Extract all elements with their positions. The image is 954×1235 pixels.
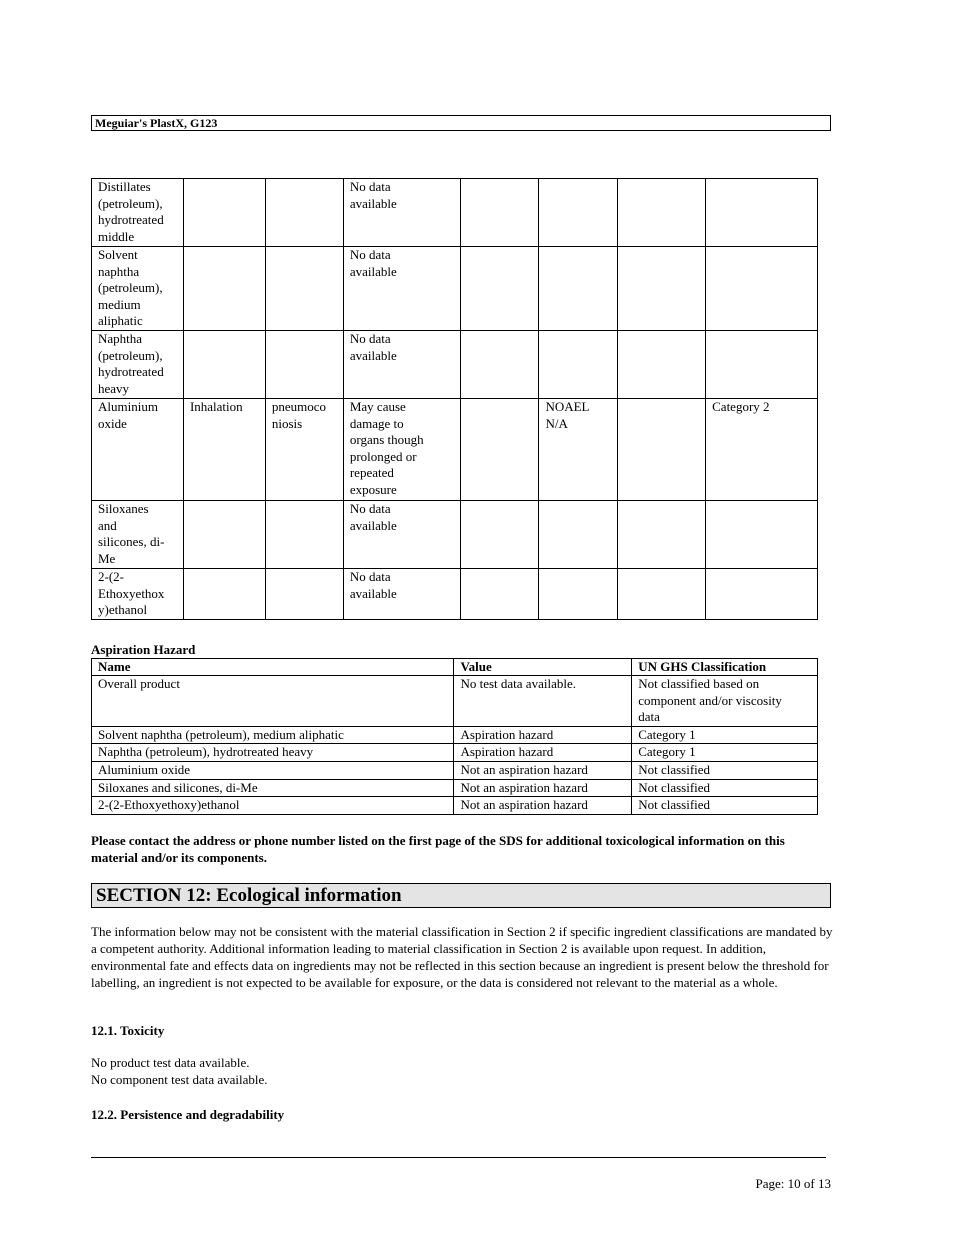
cell-test-result [539, 501, 618, 569]
document-header-product-name: Meguiar's PlastX, G123 [91, 115, 831, 131]
table-row [92, 676, 818, 727]
cell-route: Inhalation [183, 399, 265, 501]
cell-exposure-duration [618, 179, 706, 247]
cell-route [183, 179, 265, 247]
cell-value: No test data available. [454, 676, 632, 727]
cell-value: Aspiration hazard [454, 726, 632, 744]
table-row [92, 761, 818, 779]
cell-name: Distillates (petroleum), hydrotreated middle [92, 179, 184, 247]
cell-test-result [539, 569, 618, 620]
cell-name: Solvent naphtha (petroleum), medium aliphatic [92, 726, 454, 744]
cell-target-organs [265, 501, 343, 569]
table-row [92, 247, 818, 331]
aspiration-hazard-table [91, 658, 818, 815]
cell-name: Siloxanes and silicones, di- Me [92, 501, 184, 569]
cell-name: 2-(2- Ethoxyethox y)ethanol [92, 569, 184, 620]
cell-classification: Not classified [632, 779, 818, 797]
table-row [92, 797, 818, 815]
cell-value: Aspiration hazard [454, 744, 632, 762]
cell-value: Not an aspiration hazard [454, 797, 632, 815]
table-row [92, 399, 818, 501]
cell-classification: Category 2 [706, 399, 818, 501]
cell-exposure-duration [618, 399, 706, 501]
cell-value: No data available [343, 247, 460, 331]
cell-value: No data available [343, 179, 460, 247]
table-row [92, 501, 818, 569]
cell-target-organs [265, 569, 343, 620]
cell-name: Aluminium oxide [92, 399, 184, 501]
cell-classification [706, 247, 818, 331]
aspiration-hazard-title: Aspiration Hazard [91, 642, 196, 657]
section-12-title: SECTION 12: Ecological information [91, 883, 831, 908]
toxicology-contact-note: Please contact the address or phone number listed on the first page of the SDS for additional toxicological information on this material and/or its components. [91, 833, 785, 865]
cell-name: Aluminium oxide [92, 761, 454, 779]
cell-value: May cause damage to organs though prolonged or repeated exposure [343, 399, 460, 501]
page-number: Page: 10 of 13 [755, 1176, 831, 1191]
cell-classification [706, 331, 818, 399]
cell-name: Naphtha (petroleum), hydrotreated heavy [92, 744, 454, 762]
cell-classification [706, 569, 818, 620]
cell-name: Solvent naphtha (petroleum), medium aliphatic [92, 247, 184, 331]
cell-species [460, 179, 539, 247]
persistence-heading: 12.2. Persistence and degradability [91, 1107, 285, 1122]
cell-classification: Not classified [632, 761, 818, 779]
table-row [92, 744, 818, 762]
cell-classification [706, 501, 818, 569]
stot-repeated-exposure-table [91, 178, 818, 620]
cell-name: Naphtha (petroleum), hydrotreated heavy [92, 331, 184, 399]
toxicity-component-line: No component test data available. [91, 1072, 268, 1087]
section-12-intro: The information below may not be consistent with the material classification in Section 2 if specific ingredient classifications are mandated by a competent authority. Additional information leading to material classification in Section 2 is available upon request. In addition, environmental fate and effects data on ingredients may not be reflected in this section because an ingredient is present below the threshold for labelling, an ingredient is not expected to be available for exposure, or the data is considered not relevant to the material as a whole. [91, 924, 833, 990]
cell-value: Not an aspiration hazard [454, 779, 632, 797]
cell-species [460, 569, 539, 620]
cell-exposure-duration [618, 569, 706, 620]
cell-exposure-duration [618, 501, 706, 569]
table-row [92, 569, 818, 620]
table-header-row [92, 659, 818, 676]
cell-value: No data available [343, 569, 460, 620]
cell-value: Not an aspiration hazard [454, 761, 632, 779]
cell-name: 2-(2-Ethoxyethoxy)ethanol [92, 797, 454, 815]
cell-classification: Not classified [632, 797, 818, 815]
cell-species [460, 331, 539, 399]
cell-test-result [539, 179, 618, 247]
cell-classification: Category 1 [632, 744, 818, 762]
cell-target-organs [265, 247, 343, 331]
cell-species [460, 247, 539, 331]
cell-species [460, 399, 539, 501]
cell-route [183, 569, 265, 620]
table-row [92, 779, 818, 797]
cell-route [183, 501, 265, 569]
cell-species [460, 501, 539, 569]
toxicity-product-line: No product test data available. [91, 1055, 250, 1070]
column-header-name: Name [92, 659, 454, 676]
cell-exposure-duration [618, 331, 706, 399]
cell-route [183, 247, 265, 331]
cell-classification: Category 1 [632, 726, 818, 744]
table-row [92, 179, 818, 247]
cell-classification: Not classified based on component and/or viscosity data [632, 676, 818, 727]
cell-target-organs [265, 331, 343, 399]
cell-exposure-duration [618, 247, 706, 331]
cell-test-result [539, 331, 618, 399]
table-row [92, 331, 818, 399]
cell-test-result: NOAEL N/A [539, 399, 618, 501]
toxicity-heading: 12.1. Toxicity [91, 1023, 165, 1038]
table-row [92, 726, 818, 744]
cell-value: No data available [343, 331, 460, 399]
footer-divider [91, 1157, 826, 1158]
cell-target-organs [265, 179, 343, 247]
cell-route [183, 331, 265, 399]
cell-value: No data available [343, 501, 460, 569]
cell-classification [706, 179, 818, 247]
cell-name: Overall product [92, 676, 454, 727]
cell-target-organs: pneumoco niosis [265, 399, 343, 501]
cell-name: Siloxanes and silicones, di-Me [92, 779, 454, 797]
cell-test-result [539, 247, 618, 331]
column-header-classification: UN GHS Classification [632, 659, 818, 676]
column-header-value: Value [454, 659, 632, 676]
